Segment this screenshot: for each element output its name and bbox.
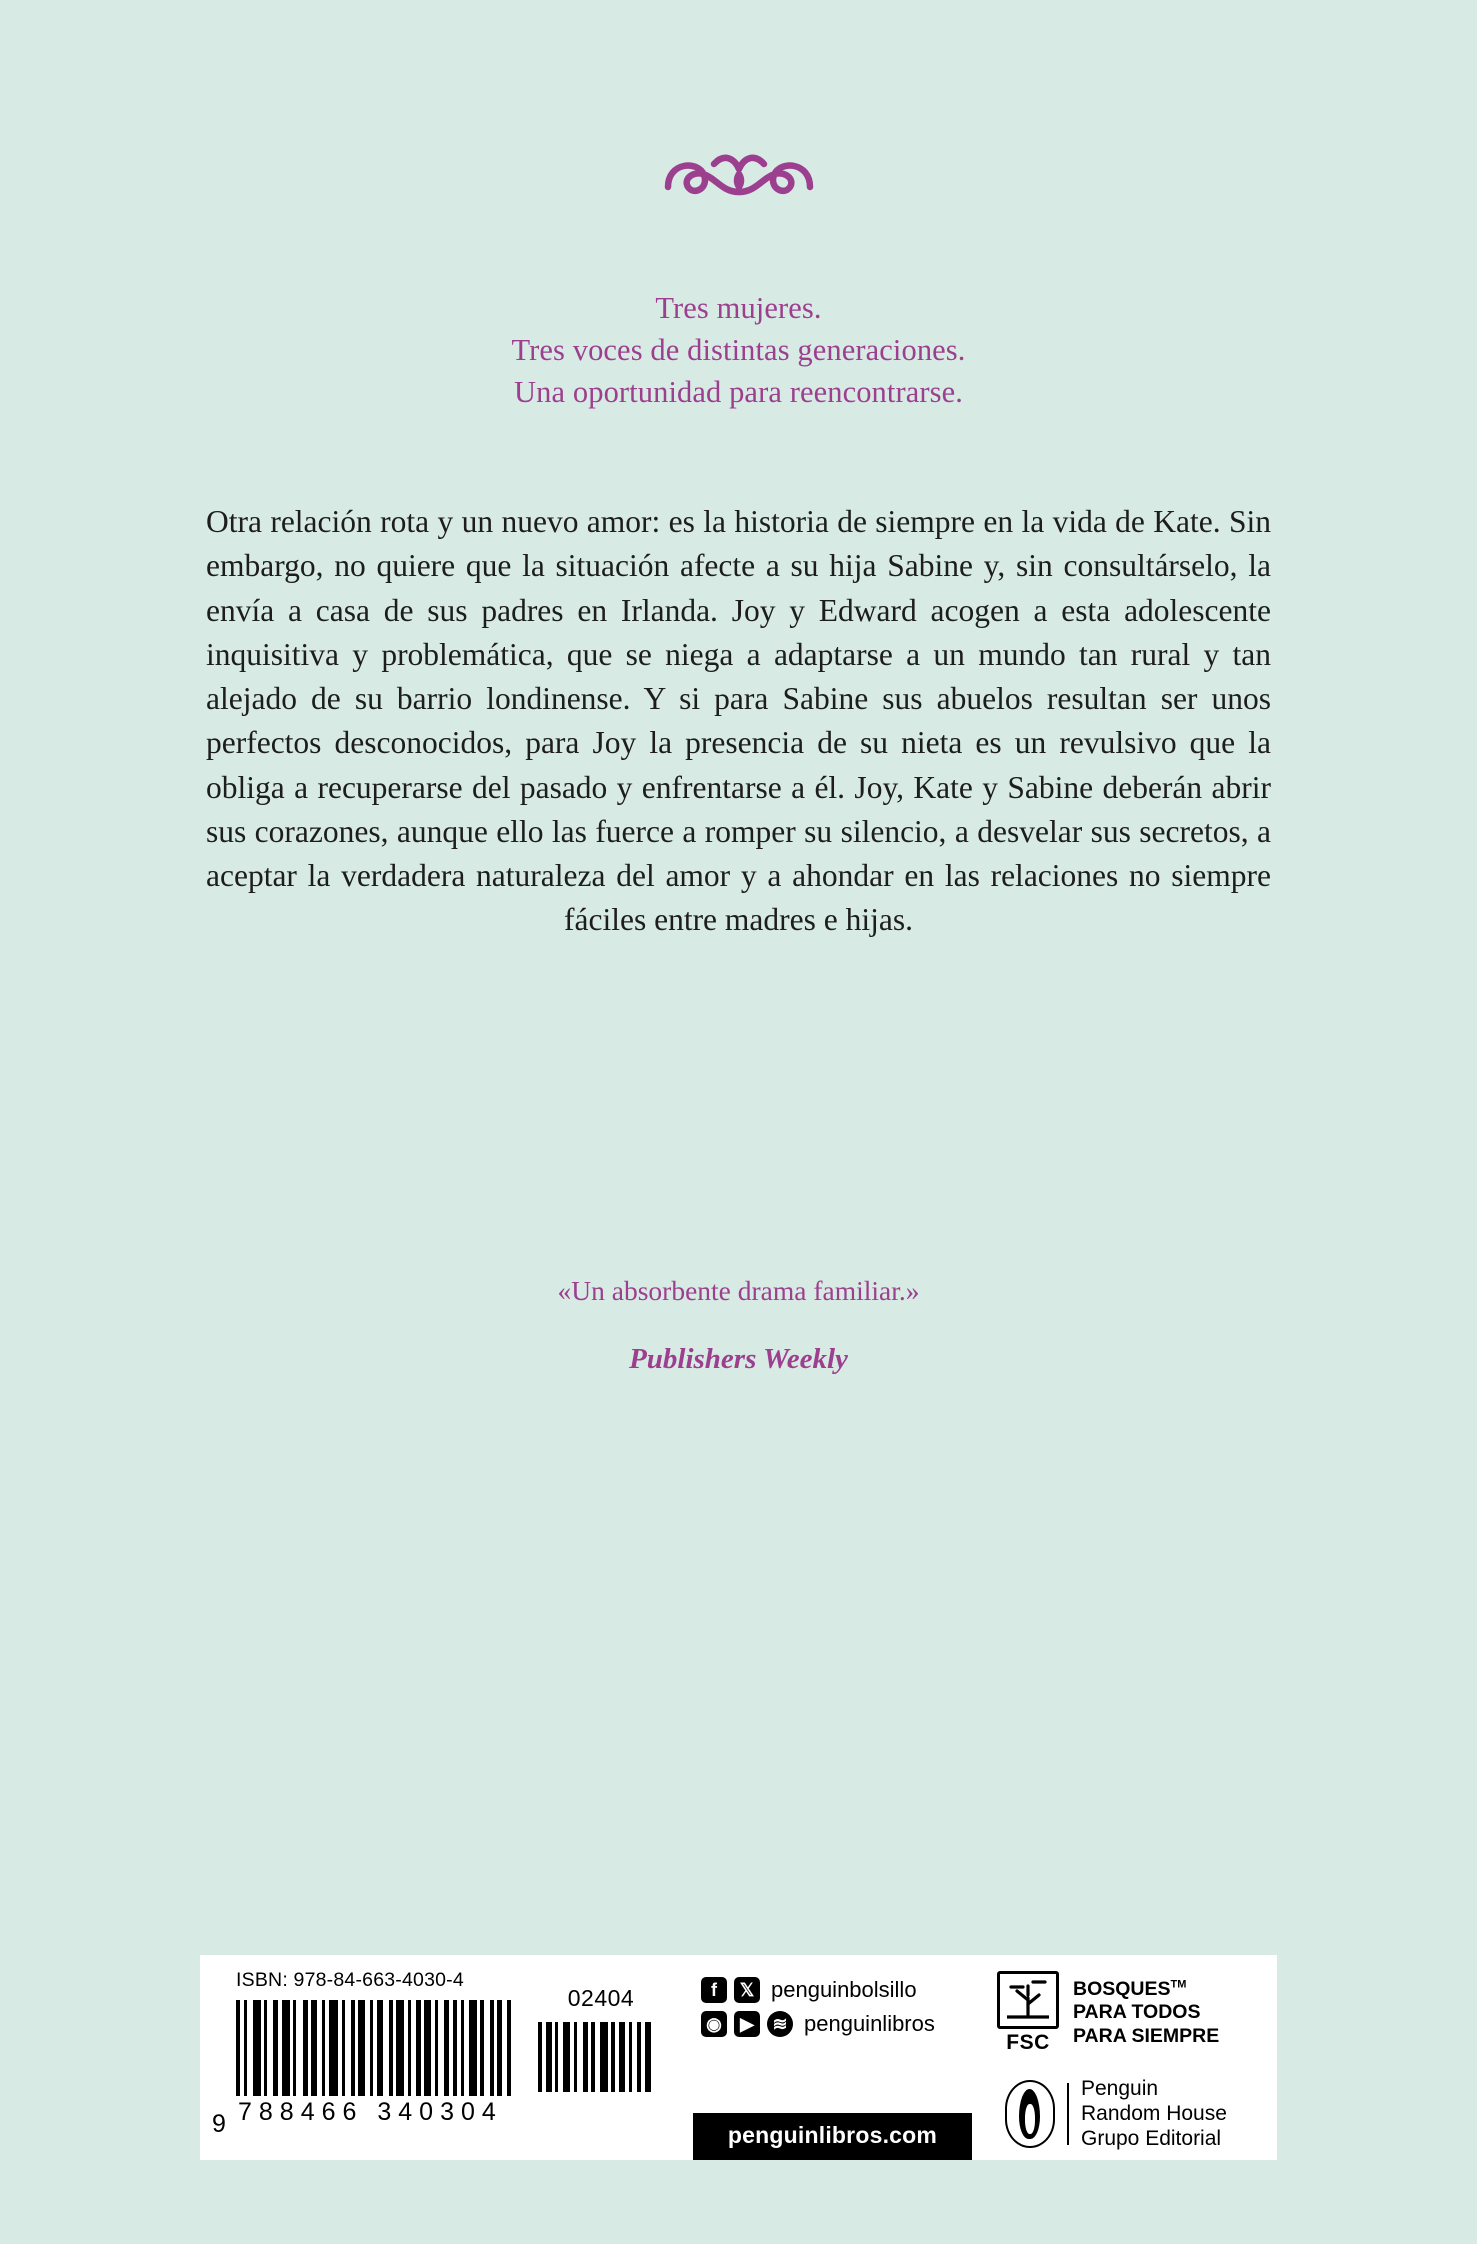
isbn-label: ISBN: 978-84-663-4030-4 xyxy=(236,1969,464,1991)
fsc-logo xyxy=(997,1971,1059,2055)
fsc-claim-line1: BOSQUES xyxy=(1073,1977,1171,2000)
fsc-tree-icon xyxy=(997,1971,1059,2029)
barcode-block xyxy=(200,1955,690,2160)
social-handle-penguinlibros: penguinlibros xyxy=(804,2011,935,2036)
fsc-claim-line3: PARA SIEMPRE xyxy=(1073,2024,1220,2047)
tagline-line-3: Una oportunidad para reencontrarse. xyxy=(514,374,963,409)
tagline xyxy=(190,288,1287,413)
blurb xyxy=(206,500,1271,943)
publisher-name xyxy=(1081,2077,1227,2151)
addon-barcode xyxy=(538,2022,664,2092)
fsc-claim xyxy=(1073,1978,1219,2048)
ean13-lead-digit: 9 xyxy=(212,2110,226,2138)
fsc-claim-line2: PARA TODOS xyxy=(1073,2001,1201,2024)
penguin-logo-icon xyxy=(1005,2080,1055,2148)
website-url[interactable]: penguinlibros.com xyxy=(693,2113,972,2160)
x-twitter-icon[interactable]: 𝕏 xyxy=(734,1977,760,2003)
social-row-bolsillo[interactable] xyxy=(701,1977,972,2003)
review-source: Publishers Weekly xyxy=(629,1342,848,1375)
publisher-line-3: Grupo Editorial xyxy=(1081,2126,1222,2150)
fsc-row xyxy=(975,1955,1277,2055)
youtube-icon[interactable]: ▶ xyxy=(734,2011,760,2037)
publisher-block xyxy=(972,1955,1277,2160)
facebook-icon[interactable]: f xyxy=(701,1977,727,2003)
review-quote-block xyxy=(190,1272,1287,1379)
publisher-line-2: Random House xyxy=(1081,2101,1227,2125)
tagline-line-1: Tres mujeres. xyxy=(655,291,822,325)
publisher-row xyxy=(975,2069,1277,2151)
divider xyxy=(1067,2083,1069,2145)
fsc-claim-tm: TM xyxy=(1170,1978,1187,1991)
footer-bar xyxy=(200,1955,1277,2160)
spotify-icon[interactable]: ≋ xyxy=(767,2011,793,2037)
review-quote: «Un absorbente drama familiar.» xyxy=(557,1275,920,1306)
tagline-line-2: Tres voces de distintas generaciones. xyxy=(511,332,966,367)
social-row-penguinlibros[interactable] xyxy=(701,2011,972,2037)
ean13-barcode xyxy=(236,2000,536,2096)
flourish-ornament xyxy=(0,140,1477,220)
barcode-addon xyxy=(538,1985,664,2092)
publisher-line-1: Penguin xyxy=(1081,2077,1159,2100)
social-handle-bolsillo: penguinbolsillo xyxy=(771,1977,917,2002)
addon-code: 02404 xyxy=(567,1985,635,2011)
blurb-text: Otra relación rota y un nuevo amor: es la historia de siempre en la vida de Kate. Sin embargo, no quiere que la situación afecte a su hija Sabine y, sin consultárselo, la envía a casa de sus padres en Irlanda. Joy y Edward acogen a esta adolescente inquisitiva y problemática, que se niega a adaptarse a un mundo tan rural y tan alejado de su barrio londinense. Y si para Sabine sus abuelos resultan ser unos perfectos desconocidos, para Joy la presencia de su nieta es un revulsivo que la obliga a recuperarse del pasado y enfrentarse a él. Joy, Kate y Sabine deberán abrir sus corazones, aunque ello las fuerce a romper su silencio, a desvelar sus secretos, a aceptar la verdadera naturaleza del amor y a ahondar en las relaciones no siempre fáciles entre madres e hijas. xyxy=(206,504,1271,938)
social-block xyxy=(690,1955,972,2160)
fsc-label: FSC xyxy=(1006,2031,1050,2054)
ean13-digits: 788466 340304 xyxy=(238,2098,503,2126)
instagram-icon[interactable]: ◉ xyxy=(701,2011,727,2037)
